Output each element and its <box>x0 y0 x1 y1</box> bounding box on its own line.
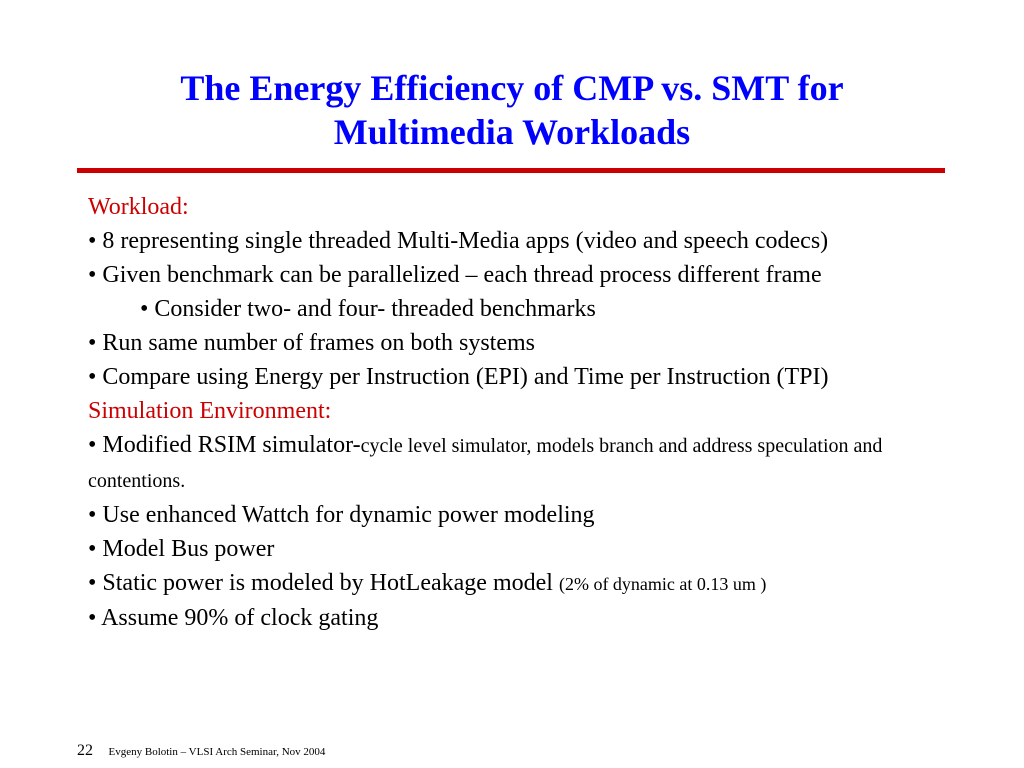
simulation-bullet-clock-gating: • Assume 90% of clock gating <box>88 605 379 631</box>
workload-bullet-frames: • Run same number of frames on both systems <box>88 330 535 356</box>
simulation-heading: Simulation Environment: <box>88 398 332 424</box>
simulation-bullet-bus-power: • Model Bus power <box>88 536 275 562</box>
slide-title-line-2: Multimedia Workloads <box>333 112 691 152</box>
simulation-bullet-rsim-main: • Modified RSIM simulator- <box>88 432 361 458</box>
footer-credit: Evgeny Bolotin – VLSI Arch Seminar, Nov 2004 <box>108 746 326 758</box>
simulation-bullet-static-power-detail: (2% of dynamic at 0.13 um ) <box>558 574 767 594</box>
simulation-bullet-static-power-main: • Static power is modeled by HotLeakage model <box>88 570 559 596</box>
slide-footer <box>77 741 325 762</box>
simulation-bullet-static-power <box>88 566 928 601</box>
workload-bullet-compare: • Compare using Energy per Instruction (EPI) and Time per Instruction (TPI) <box>88 364 829 390</box>
simulation-bullet-rsim <box>88 428 928 498</box>
simulation-bullet-rsim-detail: cycle level simulator, models branch and address speculation and contentions. <box>88 435 883 492</box>
simulation-bullet-wattch: • Use enhanced Wattch for dynamic power modeling <box>88 502 595 528</box>
workload-bullet-parallelized: • Given benchmark can be parallelized – each thread process different frame <box>88 262 822 288</box>
slide-title <box>0 66 1024 154</box>
page-number: 22 <box>77 742 93 759</box>
title-divider <box>77 168 945 173</box>
slide-title-line-1: The Energy Efficiency of CMP vs. SMT for <box>180 68 844 108</box>
slide-body <box>88 190 928 635</box>
workload-subbullet-threads: • Consider two- and four- threaded benchmarks <box>140 296 596 322</box>
workload-bullet-apps: • 8 representing single threaded Multi-Media apps (video and speech codecs) <box>88 228 829 254</box>
workload-heading: Workload: <box>88 194 189 220</box>
